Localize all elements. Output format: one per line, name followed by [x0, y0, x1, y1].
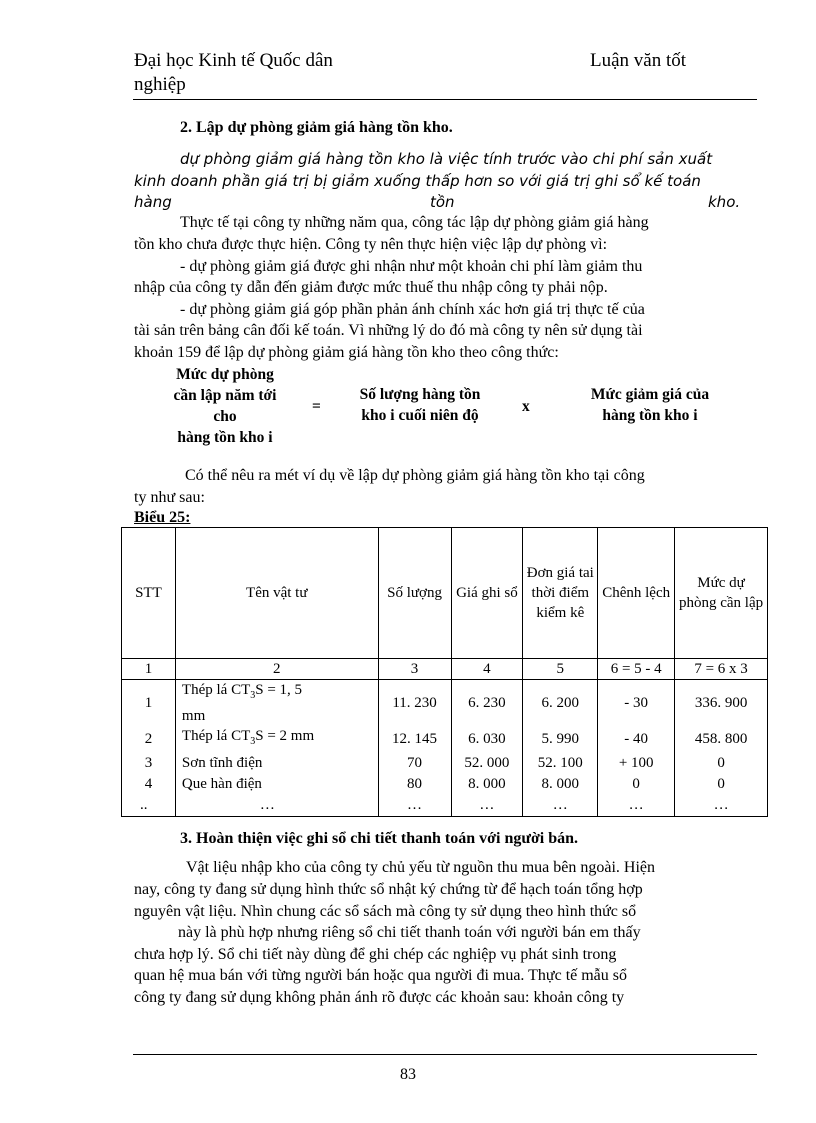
cell-book: 6. 230	[451, 680, 523, 727]
definition-line-2: kinh doanh phần giá trị bị giảm xuống thấp hơn so với giá trị ghi sổ kế toán	[134, 172, 701, 190]
formula-right	[560, 384, 740, 426]
cell-qty: 70	[378, 752, 451, 773]
table-header-row	[122, 528, 768, 659]
cell-name-text: S = 2 mm	[255, 728, 315, 744]
cell-book: …	[451, 794, 523, 816]
formula-left-line: Mức dự phòng	[176, 366, 274, 383]
cell-provision: 0	[675, 773, 768, 794]
cell-book: 52. 000	[451, 752, 523, 773]
paragraph-line: tồn kho chưa được thực hiện. Công ty nên thực hiện việc lập dự phòng vì:	[134, 236, 608, 253]
header-title: Luận văn tốt	[590, 50, 687, 71]
cell-stt: 4	[122, 773, 176, 794]
cell-diff: - 30	[598, 680, 675, 727]
formula-left-line: hàng tồn kho i	[177, 429, 273, 446]
formula-left	[150, 364, 300, 448]
formula-left-line: cần lập năm tới	[173, 387, 277, 404]
definition-line-1: dự phòng giảm giá hàng tồn kho là việc tính trước vào chi phí sản xuất	[180, 150, 713, 168]
header-rule	[133, 99, 757, 100]
index-cell: 4	[451, 659, 523, 680]
table-row	[122, 773, 768, 794]
index-cell: 1	[122, 659, 176, 680]
header-cell: Tên vật tư	[175, 528, 378, 659]
formula-equals: =	[312, 398, 321, 415]
cell-provision: …	[675, 794, 768, 816]
bullet-line: nhập của công ty dẫn đến giảm được mức thuế thu nhập công ty phải nộp.	[134, 279, 608, 296]
index-cell: 7 = 6 x 3	[675, 659, 768, 680]
table-row	[122, 794, 768, 816]
cell-name-subscript: 3	[250, 690, 256, 701]
cell-name: Que hàn điện	[175, 773, 378, 794]
cell-diff: - 40	[598, 726, 675, 752]
paragraph-line: Vật liệu nhập kho của công ty chủ yếu từ nguồn thu mua bên ngoài. Hiện	[186, 859, 656, 876]
footer-rule	[133, 1054, 757, 1055]
table-row	[122, 752, 768, 773]
cell-name	[175, 726, 378, 752]
cell-name-text: Thép lá CT	[181, 682, 251, 698]
table-row	[122, 680, 768, 727]
table-row	[122, 726, 768, 752]
cell-book: 8. 000	[451, 773, 523, 794]
cell-name: …	[175, 794, 378, 816]
header-cell: Mức dự phòng cần lập	[675, 528, 768, 659]
bullet-line: - dự phòng giảm giá được ghi nhận như một khoản chi phí làm giảm thu	[180, 258, 643, 275]
cell-book: 6. 030	[451, 726, 523, 752]
cell-qty: 12. 145	[378, 726, 451, 752]
cell-provision: 458. 800	[675, 726, 768, 752]
section3-heading: 3. Hoàn thiện việc ghi sổ chi tiết thanh toán với người bán.	[180, 830, 579, 847]
formula-right-line: Mức giảm giá của	[590, 386, 710, 403]
cell-name: Sơn tĩnh điện	[175, 752, 378, 773]
header-cell: Đơn giá tai thời điểm kiểm kê	[523, 528, 598, 659]
definition-line-3c: kho.	[708, 193, 741, 211]
formula-middle-line: kho i cuối niên độ	[361, 407, 479, 424]
provision-table	[121, 527, 768, 817]
cell-stt: 1	[122, 680, 176, 727]
cell-diff: 0	[598, 773, 675, 794]
cell-provision: 336. 900	[675, 680, 768, 727]
cell-stt: 3	[122, 752, 176, 773]
bullet-line: - dự phòng giảm giá góp phần phản ánh chính xác hơn giá trị thực tế của	[180, 301, 645, 318]
cell-stt: ..	[122, 794, 176, 816]
header-continuation: nghiệp	[134, 74, 186, 95]
paragraph-line: nguyên vật liệu. Nhìn chung các sổ sách mà công ty sử dụng theo hình thức sổ	[134, 903, 637, 920]
index-cell: 6 = 5 - 4	[598, 659, 675, 680]
cell-name-text: mm	[181, 708, 206, 724]
formula-times: x	[522, 398, 530, 415]
index-cell: 5	[523, 659, 598, 680]
paragraph-line: Thực tế tại công ty những năm qua, công tác lập dự phòng giảm giá hàng	[180, 214, 649, 231]
page-number: 83	[400, 1066, 416, 1083]
paragraph-line: công ty đang sử dụng không phản ánh rõ được các khoản sau: khoản công ty	[134, 989, 625, 1006]
cell-unit: 8. 000	[523, 773, 598, 794]
cell-qty: 80	[378, 773, 451, 794]
cell-unit: 5. 990	[523, 726, 598, 752]
cell-diff: + 100	[598, 752, 675, 773]
paragraph-line: chưa hợp lý. Sổ chi tiết này dùng để ghi chép các nghiệp vụ phát sinh trong	[134, 946, 617, 963]
paragraph-line: quan hệ mua bán với từng người bán hoặc qua người đi mua. Thực tế mẫu sổ	[134, 967, 628, 984]
bullet-line: tài sản trên bảng cân đối kế toán. Vì những lý do đó mà công ty nên sử dụng tài	[134, 322, 643, 339]
cell-name-subscript: 3	[250, 736, 256, 747]
header-cell: STT	[122, 528, 176, 659]
cell-qty: 11. 230	[378, 680, 451, 727]
definition-line-3a: hàng	[134, 193, 172, 211]
paragraph-line: này là phù hợp nhưng riêng sổ chi tiết thanh toán với người bán em thấy	[178, 924, 641, 941]
index-cell: 2	[175, 659, 378, 680]
cell-provision: 0	[675, 752, 768, 773]
bullet-line: khoản 159 để lập dự phòng giảm giá hàng tồn kho theo công thức:	[134, 344, 559, 361]
formula-left-line: cho	[213, 408, 237, 425]
cell-unit: 52. 100	[523, 752, 598, 773]
header-school: Đại học Kinh tế Quốc dân	[134, 50, 333, 71]
header-cell: Chênh lệch	[598, 528, 675, 659]
header-cell: Giá ghi sổ	[451, 528, 523, 659]
paragraph-line: nay, công ty đang sử dụng hình thức sổ nhật ký chứng từ để hạch toán tổng hợp	[134, 881, 643, 898]
header-cell: Số lượng	[378, 528, 451, 659]
index-cell: 3	[378, 659, 451, 680]
formula-right-line: hàng tồn kho i	[602, 407, 698, 424]
table-caption: Biểu 25:	[134, 509, 191, 526]
formula-middle	[335, 384, 505, 426]
definition-line-3b: tồn	[430, 193, 455, 211]
example-line-2: ty như sau:	[134, 489, 205, 506]
cell-unit: …	[523, 794, 598, 816]
cell-qty: …	[378, 794, 451, 816]
section2-heading: 2. Lập dự phòng giảm giá hàng tồn kho.	[180, 119, 453, 136]
formula-middle-line: Số lượng hàng tồn	[359, 386, 481, 403]
cell-name-text: Thép lá CT	[181, 728, 251, 744]
cell-unit: 6. 200	[523, 680, 598, 727]
cell-stt: 2	[122, 726, 176, 752]
example-line-1: Có thể nêu ra mét ví dụ về lập dự phòng giảm giá hàng tồn kho tại công	[185, 467, 645, 484]
cell-diff: …	[598, 794, 675, 816]
table-index-row	[122, 659, 768, 680]
cell-name-text: S = 1, 5	[255, 682, 303, 698]
cell-name	[175, 680, 378, 727]
